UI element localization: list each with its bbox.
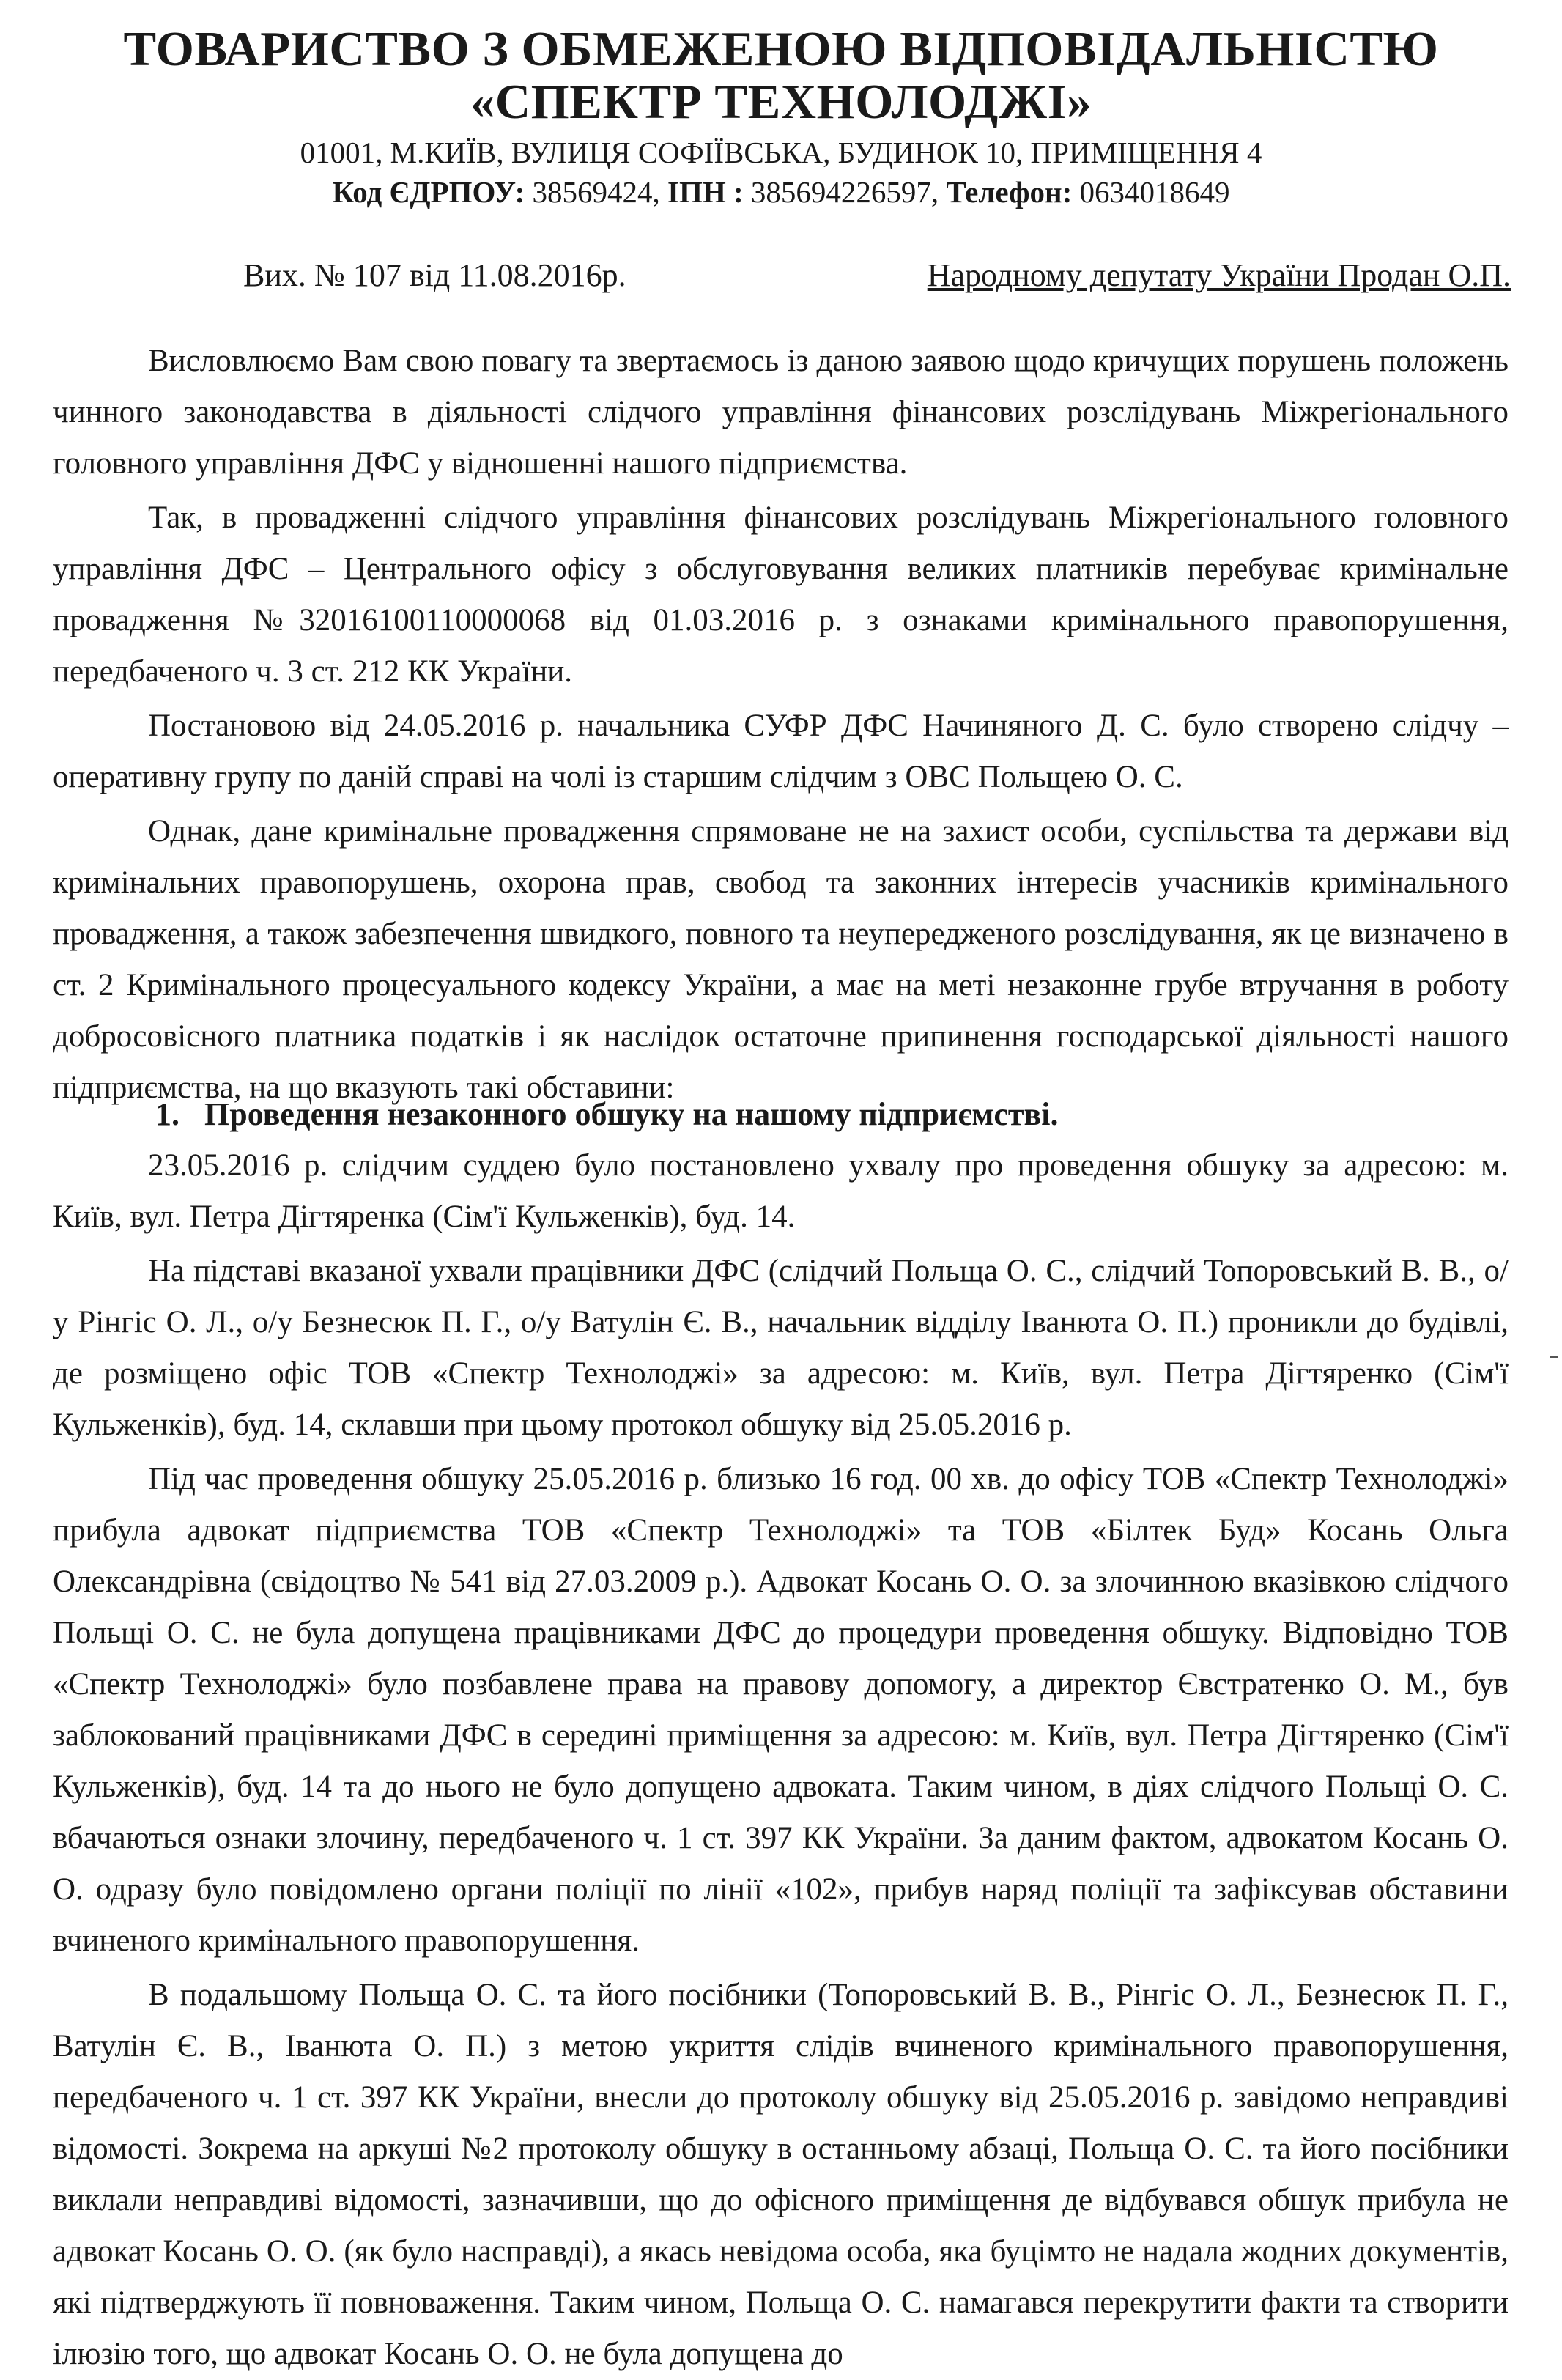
- paragraph: Однак, дане кримінальне провадження спрямоване не на захист особи, суспільства та держави від кримінальних правопорушень, охорона прав, свобод та законних інтересів учасників кримінального провадження, а також забезпечення швидкого, повного та неупередженого розслідування, як це визначено в ст. 2 Кримінального процесуального кодексу України, а має на меті незаконне грубе втручання в роботу добросовісного платника податків і як наслідок остаточне припинення господарської діяльності нашого підприємства, на що вказують такі обставини:: [53, 814, 1509, 1105]
- edrpou-value: 38569424,: [532, 175, 660, 209]
- edrpou-label: Код ЄДРПОУ:: [332, 175, 525, 209]
- addressee: Народному депутату України Продан О.П.: [927, 257, 1511, 293]
- scan-mark: [1550, 1356, 1558, 1358]
- intro-block: [53, 336, 1509, 1114]
- phone-label: Телефон:: [946, 175, 1073, 209]
- organization-codes: [0, 171, 1562, 212]
- paragraph: В подальшому Польща О. С. та його посібники (Топоровський В. В., Рінгіс О. Л., Безнесюк П. Г., Ватулін Є. В., Іванюта О. П.) з метою укриття слідів вчиненого кримінального правопорушення, передбаченого ч. 1 ст. 397 КК України, внесли до протоколу обшуку від 25.05.2016 р. завідомо неправдиві відомості. Зокрема на аркуші №2 протоколу обшуку в останньому абзаці, Польща О. С. та його посібники виклали неправдиві відомості, зазначивши, що до офісного приміщення де відбувався обшук прибула не адвокат Косань О. О. (як було насправді), а якась невідома особа, яка буцімто не надала жодних документів, які підтверджують її повноваження. Таким чином, Польща О. С. намагався перекрутити факти та створити ілюзію того, що адвокат Косань О. О. не була допущена до: [53, 1978, 1509, 2371]
- paragraph: 23.05.2016 р. слідчим суддею було постановлено ухвалу про проведення обшуку за адресою: м. Київ, вул. Петра Дігтяренка (Сім'ї Кульженків), буд. 14.: [53, 1148, 1509, 1234]
- organization-address: 01001, М.КИЇВ, ВУЛИЦЯ СОФІЇВСЬКА, БУДИНОК 10, ПРИМІЩЕННЯ 4: [300, 136, 1262, 169]
- organization-name-line1: ТОВАРИСТВО З ОБМЕЖЕНОЮ ВІДПОВІДАЛЬНІСТЮ: [123, 22, 1439, 76]
- paragraph: Постановою від 24.05.2016 р. начальника СУФР ДФС Начиняного Д. С. було створено слідчу – оперативну групу по даній справі на чолі із старшим слідчим з ОВС Польщею О. С.: [53, 709, 1509, 794]
- outgoing-number: Вих. № 107 від 11.08.2016р.: [243, 257, 626, 293]
- paragraph: Висловлюємо Вам свою повагу та звертаємось із даною заявою щодо кричущих порушень положень чинного законодавства в діяльності слідчого управління фінансових розслідувань Міжрегіонального головного управління ДФС у відношенні нашого підприємства.: [53, 344, 1509, 481]
- ipn-label: ІПН :: [667, 175, 744, 209]
- section-heading: [53, 1089, 1509, 1140]
- section-title: Проведення незаконного обшуку на нашому підприємстві.: [204, 1096, 1059, 1132]
- ipn-value: 385694226597,: [750, 175, 939, 209]
- paragraph: На підставі вказаної ухвали працівники ДФС (слідчий Польща О. С., слідчий Топоровський В. В., о/у Рінгіс О. Л., о/у Безнесюк П. Г., о/у Ватулін Є. В., начальник відділу Іванюта О. П.) проникли до будівлі, де розміщено офіс ТОВ «Спектр Технолоджі» за адресою: м. Київ, вул. Петра Дігтяренко (Сім'ї Кульженків), буд. 14, склавши при цьому протокол обшуку від 25.05.2016 р.: [53, 1254, 1509, 1442]
- organization-name-line2: «СПЕКТР ТЕХНОЛОДЖІ»: [470, 75, 1092, 129]
- phone-value: 0634018649: [1079, 175, 1230, 209]
- section-1: [53, 1089, 1509, 2380]
- paragraph: Так, в провадженні слідчого управління фінансових розслідувань Міжрегіонального головного управління ДФС – Центрального офісу з обслуговування великих платників перебуває кримінальне провадження №32016100110000068 від 01.03.2016 р. з ознаками кримінального правопорушення, передбаченого ч. 3 ст. 212 КК України.: [53, 500, 1509, 689]
- section-number: 1.: [155, 1096, 179, 1132]
- paragraph: Під час проведення обшуку 25.05.2016 р. близько 16 год. 00 хв. до офісу ТОВ «Спектр Технолоджі» прибула адвокат підприємства ТОВ «Спектр Технолоджі» та ТОВ «Білтек Буд» Косань Ольга Олександрівна (свідоцтво № 541 від 27.03.2009 р.). Адвокат Косань О. О. за злочинною вказівкою слідчого Польщі О. С. не була допущена працівниками ДФС до процедури проведення обшуку. Відповідно ТОВ «Спектр Технолоджі» було позбавлене права на правову допомогу, а директор Євстратенко О. М., був заблокований працівниками ДФС в середині приміщення за адресою: м. Київ, вул. Петра Дігтяренко (Сім'ї Кульженків), буд. 14 та до нього не було допущено адвоката. Таким чином, в діях слідчого Польщі О. С. вбачаються ознаки злочину, передбаченого ч. 1 ст. 397 КК України. За даним фактом, адвокатом Косань О. О. одразу було повідомлено органи поліції по лінії «102», прибув наряд поліції та зафіксував обставини вчиненого кримінального правопорушення.: [53, 1462, 1509, 1958]
